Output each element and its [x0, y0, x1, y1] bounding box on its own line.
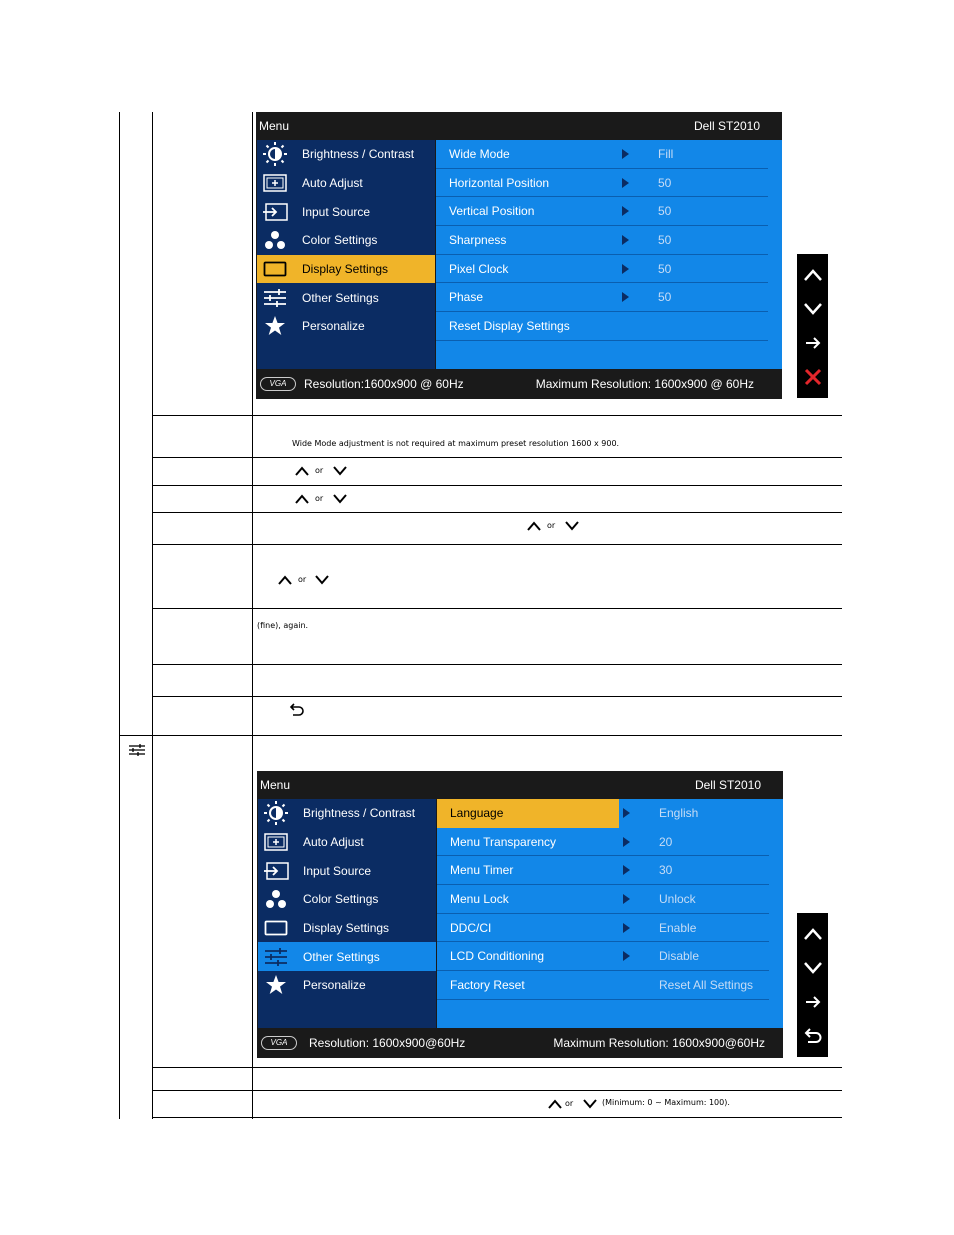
- row-divider: [152, 512, 842, 513]
- osd-footer: [256, 369, 782, 399]
- chevron-up-icon: [295, 489, 309, 508]
- triangle-right-icon: [623, 865, 630, 875]
- row-divider: [152, 457, 842, 458]
- menu-item-auto-adjust[interactable]: [258, 828, 436, 857]
- input-source-icon: [258, 857, 294, 885]
- submenu-row-menu-timer[interactable]: [437, 856, 769, 885]
- menu-item-color-settings[interactable]: [258, 885, 436, 914]
- menu-item-label: Other Settings: [302, 290, 379, 305]
- menu-item-label: Personalize: [303, 978, 366, 993]
- submenu-row-menu-lock[interactable]: [437, 885, 769, 914]
- submenu-label: Wide Mode: [449, 146, 510, 161]
- display-settings-icon: [257, 255, 293, 283]
- menu-item-label: Other Settings: [303, 949, 380, 964]
- auto-adjust-icon: [258, 828, 294, 856]
- menu-item-label: Input Source: [302, 204, 371, 219]
- row-divider: [152, 1090, 842, 1091]
- triangle-right-icon: [623, 894, 630, 904]
- or-text: or: [315, 494, 324, 503]
- submenu-value: Enable: [659, 920, 697, 935]
- menu-item-label: Color Settings: [302, 233, 378, 248]
- or-text: or: [298, 575, 307, 584]
- submenu-label: Language: [450, 806, 504, 821]
- chevron-up-icon[interactable]: [802, 923, 824, 945]
- chevron-down-icon: [583, 1094, 597, 1113]
- fine-again-note: (fine), again.: [257, 621, 309, 630]
- menu-item-label: Auto Adjust: [302, 176, 363, 191]
- osd-model: Dell ST2010: [694, 778, 761, 792]
- chevron-up-icon[interactable]: [802, 264, 824, 286]
- close-icon[interactable]: [802, 366, 824, 388]
- chevron-down-icon: [565, 516, 579, 535]
- submenu-label: Menu Timer: [450, 863, 514, 878]
- star-icon: [257, 312, 293, 340]
- row-divider: [152, 544, 842, 545]
- osd-max-resolution: Maximum Resolution: 1600x900 @ 60Hz: [535, 377, 754, 391]
- menu-item-label: Input Source: [303, 863, 372, 878]
- submenu-row-lcd-conditioning[interactable]: [437, 942, 769, 971]
- table-left-border: [119, 112, 120, 1119]
- submenu-row-phase[interactable]: [436, 283, 768, 312]
- back-arrow-icon: [289, 702, 305, 722]
- menu-item-input-source[interactable]: [258, 856, 436, 885]
- submenu-label: Factory Reset: [450, 977, 525, 992]
- menu-item-brightness-contrast[interactable]: [258, 799, 436, 828]
- submenu-row-pixel-clock[interactable]: [436, 255, 768, 284]
- triangle-right-icon: [622, 206, 629, 216]
- osd-submenu: [437, 799, 783, 1028]
- triangle-right-icon: [622, 149, 629, 159]
- chevron-up-icon: [295, 461, 309, 480]
- menu-item-display-settings[interactable]: [258, 914, 436, 943]
- submenu-label: Phase: [449, 290, 484, 305]
- auto-adjust-icon: [257, 169, 293, 197]
- chevron-up-icon: [548, 1094, 562, 1113]
- vga-icon: VGA: [261, 1036, 297, 1050]
- table-column-divider-2: [252, 112, 253, 1119]
- submenu-row-vertical-position[interactable]: [436, 197, 768, 226]
- submenu-value: 50: [658, 290, 672, 305]
- submenu-row-wide-mode[interactable]: [436, 140, 768, 169]
- osd-main-menu: [258, 799, 436, 1028]
- triangle-right-icon: [623, 808, 630, 818]
- osd-menu-label: Menu: [259, 119, 290, 133]
- menu-item-other-settings[interactable]: [258, 942, 436, 971]
- submenu-value: English: [659, 806, 699, 820]
- section-divider: [119, 735, 842, 736]
- submenu-label: LCD Conditioning: [450, 949, 545, 964]
- submenu-value: 50: [658, 232, 672, 247]
- display-settings-icon: [258, 914, 294, 942]
- submenu-label: Horizontal Position: [449, 175, 550, 190]
- menu-item-auto-adjust[interactable]: [257, 169, 435, 198]
- menu-item-label: Brightness / Contrast: [302, 147, 415, 162]
- submenu-value: Disable: [659, 949, 700, 964]
- menu-item-label: Display Settings: [302, 262, 389, 277]
- submenu-label: DDC/CI: [450, 920, 492, 935]
- submenu-value: Fill: [658, 146, 674, 161]
- range-note: (Minimum: 0 ~ Maximum: 100).: [602, 1098, 730, 1107]
- submenu-label: Menu Lock: [450, 891, 509, 906]
- other-settings-icon: [257, 284, 293, 312]
- osd-display-settings: [256, 112, 782, 399]
- triangle-right-icon: [622, 235, 629, 245]
- menu-item-label: Brightness / Contrast: [303, 806, 416, 821]
- submenu-value: 50: [658, 204, 672, 219]
- table-column-divider: [152, 112, 153, 1119]
- chevron-down-icon[interactable]: [802, 957, 824, 979]
- row-divider: [152, 608, 842, 609]
- menu-item-label: Personalize: [302, 319, 365, 334]
- menu-item-label: Auto Adjust: [303, 835, 364, 850]
- osd-main-menu: [257, 140, 435, 369]
- triangle-right-icon: [623, 923, 630, 933]
- back-arrow-icon[interactable]: [802, 1025, 824, 1047]
- vga-icon: VGA: [260, 377, 296, 391]
- triangle-right-icon: [622, 264, 629, 274]
- triangle-right-icon: [623, 951, 630, 961]
- triangle-right-icon: [622, 292, 629, 302]
- other-settings-icon: [128, 742, 146, 761]
- chevron-up-icon: [278, 570, 292, 589]
- arrow-right-icon[interactable]: [802, 991, 824, 1013]
- row-divider: [152, 415, 842, 416]
- row-divider: [152, 696, 842, 697]
- menu-item-color-settings[interactable]: [257, 226, 435, 255]
- triangle-right-icon: [623, 837, 630, 847]
- menu-item-brightness-contrast[interactable]: [257, 140, 435, 169]
- submenu-row-language[interactable]: [437, 799, 619, 828]
- menu-item-input-source[interactable]: [257, 197, 435, 226]
- brightness-icon: [258, 799, 294, 827]
- osd-control-buttons: [797, 913, 828, 1057]
- submenu-value: Reset All Settings: [659, 977, 754, 992]
- submenu-value: 50: [658, 261, 672, 276]
- menu-item-label: Color Settings: [303, 892, 379, 907]
- menu-item-other-settings[interactable]: [257, 283, 435, 312]
- submenu-label: Reset Display Settings: [449, 318, 570, 333]
- submenu-value: 50: [658, 175, 672, 190]
- other-settings-icon: [258, 943, 294, 971]
- chevron-up-icon: [527, 516, 541, 535]
- submenu-row-menu-transparency[interactable]: [437, 828, 769, 857]
- osd-menu-label: Menu: [260, 778, 291, 792]
- menu-item-label: Display Settings: [303, 921, 390, 936]
- menu-item-display-settings[interactable]: [257, 255, 435, 284]
- row-divider: [152, 1067, 842, 1068]
- arrow-right-icon[interactable]: [802, 332, 824, 354]
- or-text: or: [315, 466, 324, 475]
- submenu-value: Unlock: [659, 891, 696, 906]
- submenu-row-sharpness[interactable]: [436, 226, 768, 255]
- chevron-down-icon: [333, 461, 347, 480]
- osd-resolution: Resolution:1600x900 @ 60Hz: [304, 377, 464, 391]
- osd-model: Dell ST2010: [693, 119, 760, 133]
- submenu-row-reset-display-settings[interactable]: [436, 312, 768, 341]
- osd-max-resolution: Maximum Resolution: 1600x900@60Hz: [553, 1036, 765, 1050]
- chevron-down-icon: [333, 489, 347, 508]
- osd-header: [257, 771, 783, 799]
- chevron-down-icon[interactable]: [802, 298, 824, 320]
- wide-mode-note: Wide Mode adjustment is not required at maximum preset resolution 1600 x 900.: [292, 439, 620, 448]
- chevron-down-icon: [315, 570, 329, 589]
- submenu-value: 20: [659, 834, 673, 849]
- color-settings-icon: [257, 226, 293, 254]
- osd-control-buttons: [797, 254, 828, 398]
- osd-submenu: [436, 140, 782, 369]
- or-text: or: [565, 1099, 574, 1108]
- osd-resolution: Resolution: 1600x900@60Hz: [309, 1036, 466, 1050]
- osd-header: [256, 112, 782, 140]
- submenu-label: Vertical Position: [449, 204, 535, 219]
- row-divider: [152, 664, 842, 665]
- submenu-row-horizontal-position[interactable]: [436, 169, 768, 198]
- color-settings-icon: [258, 885, 294, 913]
- input-source-icon: [257, 198, 293, 226]
- submenu-row-factory-reset[interactable]: [437, 971, 769, 1000]
- menu-item-personalize[interactable]: [257, 312, 435, 341]
- submenu-row-ddc-ci[interactable]: [437, 914, 769, 943]
- osd-other-settings: [257, 771, 783, 1058]
- submenu-value: 30: [659, 863, 673, 878]
- menu-item-personalize[interactable]: [258, 971, 436, 1000]
- or-text: or: [547, 521, 556, 530]
- star-icon: [258, 971, 294, 999]
- row-divider: [152, 1117, 842, 1118]
- osd-footer: [257, 1028, 783, 1058]
- triangle-right-icon: [622, 178, 629, 188]
- brightness-icon: [257, 140, 293, 168]
- submenu-label: Pixel Clock: [449, 261, 509, 276]
- submenu-label: Menu Transparency: [450, 834, 557, 849]
- row-divider: [152, 485, 842, 486]
- submenu-label: Sharpness: [449, 232, 507, 247]
